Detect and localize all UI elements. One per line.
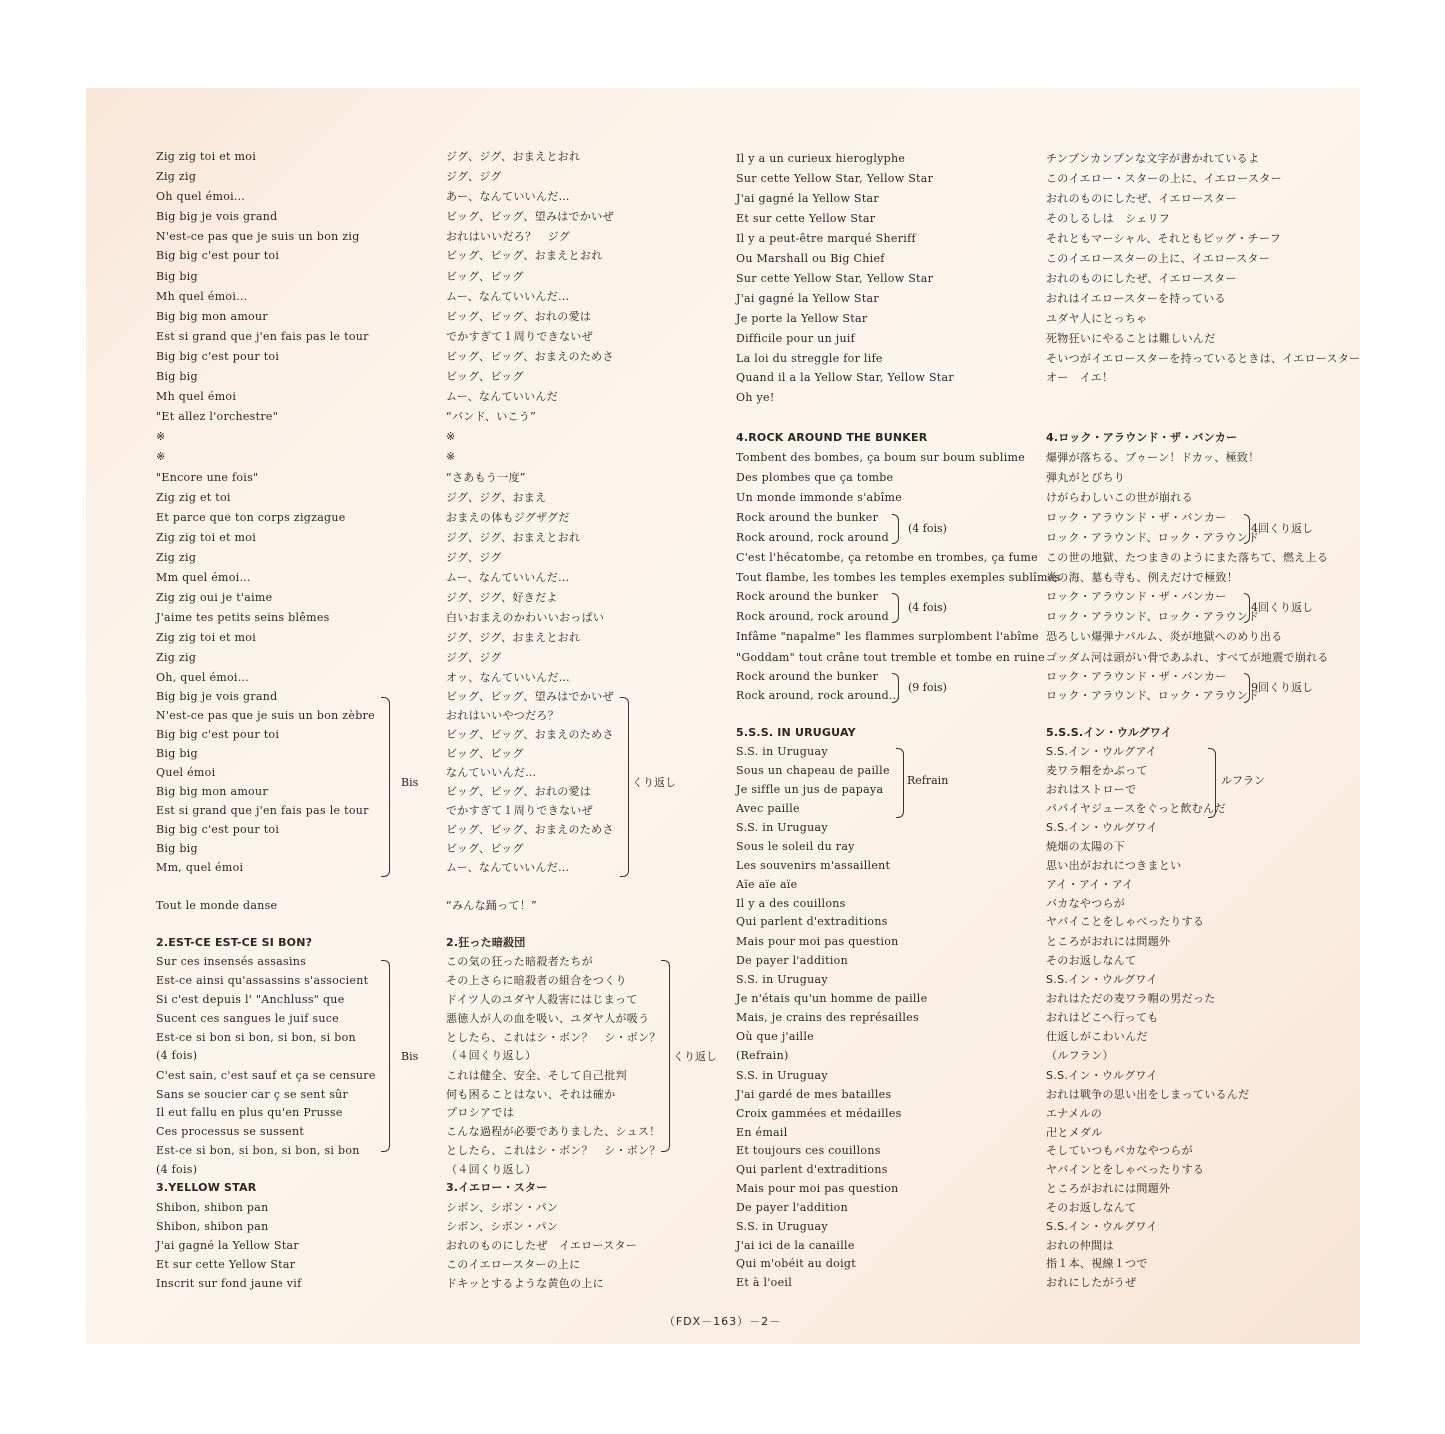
song-title: 5.S.S.イン・ウルグワイ [1046, 726, 1172, 739]
lyric-line: S.S.イン・ウルグワイ [1046, 1220, 1158, 1233]
song-title: 3.イエロー・スター [446, 1181, 548, 1194]
lyric-line: おれはいいだろ？ ジグ [446, 230, 571, 243]
lyric-line: ビッグ、ビッグ [446, 842, 524, 855]
lyric-line: N'est-ce pas que je suis un bon zèbre [156, 709, 375, 722]
repeat-bracket [381, 697, 390, 877]
lyric-line: Mm quel émoi… [156, 571, 251, 584]
lyric-line: C'est sain, c'est sauf et ça se censure [156, 1069, 376, 1082]
lyric-line: "Et allez l'orchestre" [156, 410, 279, 423]
lyric-line: Rock around, rock around… [736, 689, 901, 702]
lyric-line: Mais pour moi pas question [736, 1182, 899, 1195]
lyric-line: Tombent des bombes, ça boum sur boum sublime [736, 451, 1026, 464]
lyric-line: ロック・アラウンド・ザ・バンカー [1046, 670, 1227, 683]
lyric-line: ビッグ、ビッグ、おまえのためさ [446, 728, 614, 741]
lyric-line: S.S. in Uruguay [736, 1220, 828, 1233]
lyric-line: Zig zig [156, 651, 197, 664]
lyric-line: Où que j'aille [736, 1030, 814, 1043]
lyric-line: このイエロースターの上に、イエロースター [1046, 252, 1271, 265]
lyric-line: Sur ces insensés assasins [156, 955, 307, 968]
lyric-line: おまえの体もジグザグだ [446, 511, 570, 524]
lyric-line: Big big je vois grand [156, 210, 278, 223]
repeat-bracket [892, 514, 899, 544]
lyric-line: チンプンカンプンな文字が書かれているよ [1046, 152, 1260, 165]
lyric-line: Avec paille [736, 802, 800, 815]
lyric-line: Il eut fallu en plus qu'en Prusse [156, 1106, 343, 1119]
lyric-line: Rock around, rock around [736, 610, 889, 623]
repeat-label: Bis [401, 1050, 419, 1063]
lyric-line: そのお返しなんて [1046, 1201, 1137, 1214]
repeat-bracket [896, 748, 904, 818]
lyric-line: ジグ、ジグ、おまえとおれ [446, 150, 581, 163]
lyric-line: Quand il a la Yellow Star, Yellow Star [736, 371, 954, 384]
lyric-line: おれはいいやつだろ？ [446, 709, 559, 722]
lyric-line: （４回くり返し） [446, 1163, 537, 1176]
lyric-line: ビッグ、ビッグ、望みはでかいぜ [446, 690, 614, 703]
lyric-line: Big big [156, 270, 198, 283]
lyric-line: Rock around the bunker [736, 590, 879, 603]
repeat-label: 4回くり返し [1251, 601, 1313, 614]
repeat-bracket [892, 593, 899, 623]
lyric-line: ジグ、ジグ、おまえとおれ [446, 631, 581, 644]
lyric-line: ジグ、ジグ [446, 551, 502, 564]
lyric-line: おれの仲間は [1046, 1239, 1114, 1252]
lyric-line: J'ai gagné la Yellow Star [156, 1239, 299, 1252]
lyric-line: Rock around, rock around [736, 531, 889, 544]
lyric-line: Big big [156, 370, 198, 383]
lyric-line: ロック・アラウンド、ロック・アラウンド [1046, 531, 1260, 544]
lyric-line: Et sur cette Yellow Star [156, 1258, 296, 1271]
lyric-line: 仕返しがこわいんだ [1046, 1030, 1148, 1043]
lyric-line: (4 fois) [156, 1049, 198, 1062]
lyric-line: おれはただの麦ワラ帽の男だった [1046, 992, 1216, 1005]
lyric-line: それともマーシャル、それともビッグ・チーフ [1046, 232, 1281, 245]
lyric-line: ゴッダム河は頭がい骨であふれ、すべてが地震で崩れる [1046, 651, 1329, 664]
lyric-line: 麦ワラ帽をかぶって [1046, 764, 1148, 777]
lyric-line: Big big je vois grand [156, 690, 278, 703]
lyric-line: La loi du streggle for life [736, 352, 883, 365]
page-footer: （FDX－163）－2－ [663, 1315, 782, 1328]
lyric-line: Shibon, shibon pan [156, 1220, 269, 1233]
lyric-line: Est-ce si bon si bon, si bon, si bon [156, 1031, 356, 1044]
lyric-line: ビッグ、ビッグ [446, 370, 524, 383]
lyric-line: Qui parlent d'extraditions [736, 1163, 888, 1176]
lyric-line: 焼畑の太陽の下 [1046, 840, 1126, 853]
lyric-line: シボン、シボン・パン [446, 1220, 559, 1233]
repeat-label: 4回くり返し [1251, 522, 1313, 535]
lyric-line: "Encore une fois" [156, 471, 259, 484]
lyric-line: （ルフラン） [1046, 1049, 1114, 1062]
lyric-line: 恐ろしい爆弾ナパルム、炎が地獄へのめり出る [1046, 630, 1283, 643]
lyric-line: Est-ce si bon, si bon, si bon, si bon [156, 1144, 360, 1157]
lyric-line: ところがおれには問題外 [1046, 935, 1171, 948]
song-title: 2.EST-CE EST-CE SI BON? [156, 936, 313, 949]
lyric-line: Oh, quel émoi… [156, 671, 250, 684]
lyric-line: 炎の海、墓も寺も、例えだけで極致！ [1046, 571, 1239, 584]
lyric-line: Et sur cette Yellow Star [736, 212, 876, 225]
repeat-bracket [1244, 673, 1250, 703]
lyric-line: Mh quel émoi [156, 390, 237, 403]
lyric-line: おれはどこへ行っても [1046, 1011, 1159, 1024]
lyric-line: Et à l'oeil [736, 1276, 793, 1289]
lyric-line: ビッグ、ビッグ、望みはでかいぜ [446, 210, 614, 223]
lyric-line: S.S.イン・ウルグワイ [1046, 821, 1158, 834]
lyric-line: ※ [156, 430, 166, 443]
lyric-line: おれのものにしたぜ、イエロースター [1046, 272, 1237, 285]
lyric-line: ドキッとするような黄色の上に [446, 1277, 604, 1290]
repeat-label: くり返し [632, 776, 676, 789]
lyric-line: ビッグ、ビッグ、おれの愛は [446, 785, 592, 798]
lyric-line: ジグ、ジグ、おまえ [446, 491, 547, 504]
repeat-label: (4 fois) [908, 522, 947, 535]
lyric-line: としたら、これはシ・ボン？ シ・ボン？ [446, 1144, 661, 1157]
lyric-line: Oh ye! [736, 391, 775, 404]
lyric-line: "Goddam" tout crâne tout tremble et tombe en ruine [736, 651, 1045, 664]
lyric-line: その上さらに暗殺者の組合をつくり [446, 974, 627, 987]
lyric-line: Je porte la Yellow Star [736, 312, 868, 325]
repeat-label: くり返し [673, 1050, 717, 1063]
lyric-line: Il y a des couillons [736, 897, 846, 910]
lyric-line: ジグ、ジグ [446, 170, 502, 183]
lyric-line: “バンド、いこう” [446, 410, 537, 423]
repeat-bracket [1244, 514, 1250, 544]
lyric-line: Big big c'est pour toi [156, 249, 280, 262]
lyric-line: S.S. in Uruguay [736, 821, 828, 834]
lyric-line: ヤバイことをしゃべったりする [1046, 915, 1205, 928]
repeat-bracket [381, 960, 390, 1152]
lyric-line: Quel émoi [156, 766, 216, 779]
lyric-line: ビッグ、ビッグ、おまえとおれ [446, 249, 603, 262]
lyric-line: でかすぎて１周りできないぜ [446, 804, 593, 817]
lyric-line: Zig zig [156, 551, 197, 564]
lyric-line: このイエロー・スターの上に、イエロースター [1046, 172, 1282, 185]
lyric-line: そのしるしは シェリフ [1046, 212, 1171, 225]
lyric-line: Est si grand que j'en fais pas le tour [156, 330, 369, 343]
lyric-line: そいつがイエロースターを持っているときは、イエロースター [1046, 352, 1361, 365]
lyric-line: 爆弾が落ちる、ブゥーン！ドカッ、極致！ [1046, 451, 1260, 464]
lyric-line: 死物狂いにやることは難しいんだ [1046, 332, 1216, 345]
lyric-line: Un monde immonde s'abîme [736, 491, 903, 504]
lyric-line: オー イエ！ [1046, 371, 1114, 384]
lyric-line: S.S.イン・ウルグワイ [1046, 973, 1158, 986]
lyric-line: Sucent ces sangues le juif suce [156, 1012, 339, 1025]
lyric-line: Ou Marshall ou Big Chief [736, 252, 885, 265]
lyric-line: Des plombes que ça tombe [736, 471, 894, 484]
repeat-label: 9回くり返し [1251, 681, 1313, 694]
lyric-line: S.S.イン・ウルグワイ [1046, 1069, 1158, 1082]
lyric-line: De payer l'addition [736, 954, 848, 967]
lyric-line: Qui m'obéit au doigt [736, 1257, 856, 1270]
repeat-bracket [892, 673, 899, 703]
lyric-line: Qui parlent d'extraditions [736, 915, 888, 928]
lyric-line: Zig zig et toi [156, 491, 231, 504]
lyric-line: ヤバインとをしゃべったりする [1046, 1163, 1205, 1176]
lyric-line: J'aime tes petits seins blêmes [156, 611, 330, 624]
lyric-line: J'ai ici de la canaille [736, 1239, 855, 1252]
lyric-line: ムー、なんていいんだ… [446, 861, 570, 874]
lyric-line: ビッグ、ビッグ、おれの愛は [446, 310, 592, 323]
lyric-line: ※ [446, 430, 456, 443]
song-title: 2.狂った暗殺団 [446, 936, 526, 949]
lyric-line: パパイヤジュースをぐっと飲むんだ [1046, 802, 1226, 815]
song-title: 5.S.S. IN URUGUAY [736, 726, 856, 739]
lyric-line: Sans se soucier car ç se sent sûr [156, 1088, 349, 1101]
lyric-line: ムー、なんていいんだ… [446, 571, 570, 584]
lyric-line: C'est l'hécatombe, ça retombe en trombes, ça fume [736, 551, 1038, 564]
lyric-line: Si c'est depuis l' "Anchluss" que [156, 993, 345, 1006]
repeat-label: (4 fois) [908, 601, 947, 614]
lyric-line: Big big mon amour [156, 785, 268, 798]
lyric-line: 卍とメダル [1046, 1126, 1103, 1139]
lyric-line: Zig zig toi et moi [156, 531, 257, 544]
lyric-line: (4 fois) [156, 1163, 198, 1176]
lyric-line: Croix gammées et médailles [736, 1107, 902, 1120]
lyric-line: ジグ、ジグ、おまえとおれ [446, 531, 581, 544]
lyric-line: N'est-ce pas que je suis un bon zig [156, 230, 360, 243]
lyric-line: 悪徳人が人の血を吸い、ユダヤ人が吸う [446, 1012, 650, 1025]
lyric-line: Les souvenirs m'assaillent [736, 859, 891, 872]
lyric-line: (Refrain) [736, 1049, 789, 1062]
lyric-line: ビッグ、ビッグ、おまえのためさ [446, 350, 614, 363]
repeat-label: Refrain [907, 774, 949, 787]
lyric-line: ロック・アラウンド・ザ・バンカー [1046, 511, 1227, 524]
lyric-line: Shibon, shibon pan [156, 1201, 269, 1214]
lyric-line: Big big c'est pour toi [156, 350, 280, 363]
lyric-line: J'ai gagné la Yellow Star [736, 292, 879, 305]
lyric-line: Big big [156, 842, 198, 855]
lyric-line: Tout flambe, les tombes les temples exemples sublîmes [736, 571, 1061, 584]
lyric-line: このイエロースターの上に [446, 1258, 581, 1271]
lyric-line: ユダヤ人にとっちゃ [1046, 312, 1148, 325]
lyric-line: なんていいんだ… [446, 766, 537, 779]
lyric-line: Aïe aïe aïe [736, 878, 798, 891]
lyric-line: “みんな踊って！” [446, 899, 538, 912]
lyric-line: Sur cette Yellow Star, Yellow Star [736, 272, 934, 285]
lyric-line: おれのものにしたぜ イエロースター [446, 1239, 638, 1252]
lyric-line: Il y a peut-être marqué Sheriff [736, 232, 916, 245]
repeat-label: (9 fois) [908, 681, 947, 694]
lyric-line: J'ai gagné la Yellow Star [736, 192, 879, 205]
lyric-line: バカなやつらが [1046, 897, 1126, 910]
repeat-bracket [620, 697, 629, 877]
lyric-line: ムー、なんていいんだ [446, 390, 559, 403]
repeat-label: ルフラン [1221, 774, 1265, 787]
lyric-line: Infâme "napalme" les flammes surplombent l'abîme [736, 630, 1039, 643]
lyric-line: ロック・アラウンド、ロック・アラウンド [1046, 689, 1260, 702]
lyric-line: Big big c'est pour toi [156, 823, 280, 836]
lyric-line: この世の地獄、たつまきのようにまた落ちて、燃え上る [1046, 551, 1329, 564]
lyric-line: あー、なんていいんだ… [446, 190, 570, 203]
lyric-line: けがらわしいこの世が崩れる [1046, 491, 1193, 504]
lyric-line: そのお返しなんて [1046, 954, 1137, 967]
lyric-line: そしていつもバカなやつらが [1046, 1144, 1193, 1157]
lyric-line: ビッグ、ビッグ [446, 747, 524, 760]
lyric-line: アイ・アイ・アイ [1046, 878, 1134, 891]
lyric-line: ジグ、ジグ [446, 651, 502, 664]
lyric-line: Mh quel émoi… [156, 290, 248, 303]
lyric-line: ビッグ、ビッグ [446, 270, 524, 283]
lyric-line: S.S. in Uruguay [736, 1069, 828, 1082]
lyric-line: おれにしたがうぜ [1046, 1276, 1137, 1289]
lyric-line: ビッグ、ビッグ、おまえのためさ [446, 823, 614, 836]
lyric-line: ドイツ人のユダヤ人殺害にはじまって [446, 993, 638, 1006]
lyric-line: Zig zig toi et moi [156, 150, 257, 163]
lyric-line: Mais pour moi pas question [736, 935, 899, 948]
lyric-line: Rock around the bunker [736, 670, 879, 683]
lyric-line: Ces processus se sussent [156, 1125, 305, 1138]
lyric-line: J'ai gardé de mes batailles [736, 1088, 892, 1101]
lyric-line: 弾丸がとびちり [1046, 471, 1126, 484]
lyric-line: Inscrit sur fond jaune vif [156, 1277, 302, 1290]
lyric-line: おれのものにしたぜ、イエロースター [1046, 192, 1237, 205]
lyric-line: ロック・アラウンド・ザ・バンカー [1046, 590, 1227, 603]
lyric-line: としたら、これはシ・ボン？ シ・ボン？ [446, 1031, 661, 1044]
lyric-line: “さあもう一度” [446, 471, 526, 484]
lyric-line: Et parce que ton corps zigzague [156, 511, 346, 524]
lyric-line: この気の狂った暗殺者たちが [446, 955, 593, 968]
lyric-line: Et toujours ces couillons [736, 1144, 881, 1157]
lyric-line: Mm, quel émoi [156, 861, 244, 874]
lyric-line: Zig zig toi et moi [156, 631, 257, 644]
lyric-line: ジグ、ジグ、好きだよ [446, 591, 558, 604]
lyric-line: Est si grand que j'en fais pas le tour [156, 804, 369, 817]
lyric-line: ※ [446, 450, 456, 463]
lyric-line: Je n'étais qu'un homme de paille [736, 992, 928, 1005]
lyric-line: Est-ce ainsi qu'assassins s'associent [156, 974, 369, 987]
lyric-line: おれは戦争の思い出をしまっているんだ [1046, 1088, 1250, 1101]
lyric-line: Sous un chapeau de paille [736, 764, 890, 777]
lyric-line: 白いおまえのかわいいおっぱい [446, 611, 605, 624]
lyric-line: （４回くり返し） [446, 1049, 537, 1062]
lyric-line: これは健全、安全、そして自己批判 [446, 1069, 627, 1082]
lyric-line: S.S. in Uruguay [736, 745, 828, 758]
lyric-line: Il y a un curieux hieroglyphe [736, 152, 906, 165]
lyric-line: Sous le soleil du ray [736, 840, 855, 853]
lyric-line: Tout le monde danse [156, 899, 278, 912]
lyric-line: エナメルの [1046, 1107, 1103, 1120]
song-title: 4.ロック・アラウンド・ザ・バンカー [1046, 431, 1238, 444]
lyric-line: Rock around the bunker [736, 511, 879, 524]
lyric-line: Zig zig [156, 170, 197, 183]
repeat-bracket [1208, 748, 1216, 818]
lyric-line: Oh quel émoi… [156, 190, 246, 203]
lyric-line: シボン、シボン・パン [446, 1201, 559, 1214]
lyric-line: Difficile pour un juif [736, 332, 856, 345]
lyric-line: おれはストローで [1046, 783, 1137, 796]
lyric-line: プロシアでは [446, 1106, 515, 1119]
lyric-line: 指１本、視線１つで [1046, 1257, 1148, 1270]
repeat-bracket [1244, 593, 1250, 623]
lyric-line: Big big [156, 747, 198, 760]
lyric-line: オッ、なんていいんだ… [446, 671, 570, 684]
lyric-line: Je siffle un jus de papaya [736, 783, 884, 796]
lyric-line: こんな過程が必要でありました、シュス！ [446, 1125, 661, 1138]
repeat-bracket [661, 960, 670, 1152]
lyric-line: En émail [736, 1126, 788, 1139]
lyric-line: Big big mon amour [156, 310, 268, 323]
lyric-line: おれはイエロースターを持っている [1046, 292, 1226, 305]
lyric-line: ※ [156, 450, 166, 463]
lyric-line: S.S. in Uruguay [736, 973, 828, 986]
lyric-line: Big big c'est pour toi [156, 728, 280, 741]
lyric-line: 何も困ることはない、それは確か [446, 1088, 616, 1101]
lyric-line: でかすぎて１周りできないぜ [446, 330, 593, 343]
lyric-line: ロック・アラウンド、ロック・アラウンド [1046, 610, 1260, 623]
lyric-line: Zig zig oui je t'aime [156, 591, 273, 604]
lyric-line: 思い出がおれにつきまとい [1046, 859, 1182, 872]
repeat-label: Bis [401, 776, 419, 789]
song-title: 3.YELLOW STAR [156, 1181, 257, 1194]
lyric-line: S.S.イン・ウルグアイ [1046, 745, 1158, 758]
song-title: 4.ROCK AROUND THE BUNKER [736, 431, 928, 444]
lyric-line: ムー、なんていいんだ… [446, 290, 570, 303]
lyric-line: De payer l'addition [736, 1201, 848, 1214]
lyric-line: ところがおれには問題外 [1046, 1182, 1171, 1195]
lyric-line: Mais, je crains des représailles [736, 1011, 919, 1024]
lyric-line: Sur cette Yellow Star, Yellow Star [736, 172, 934, 185]
